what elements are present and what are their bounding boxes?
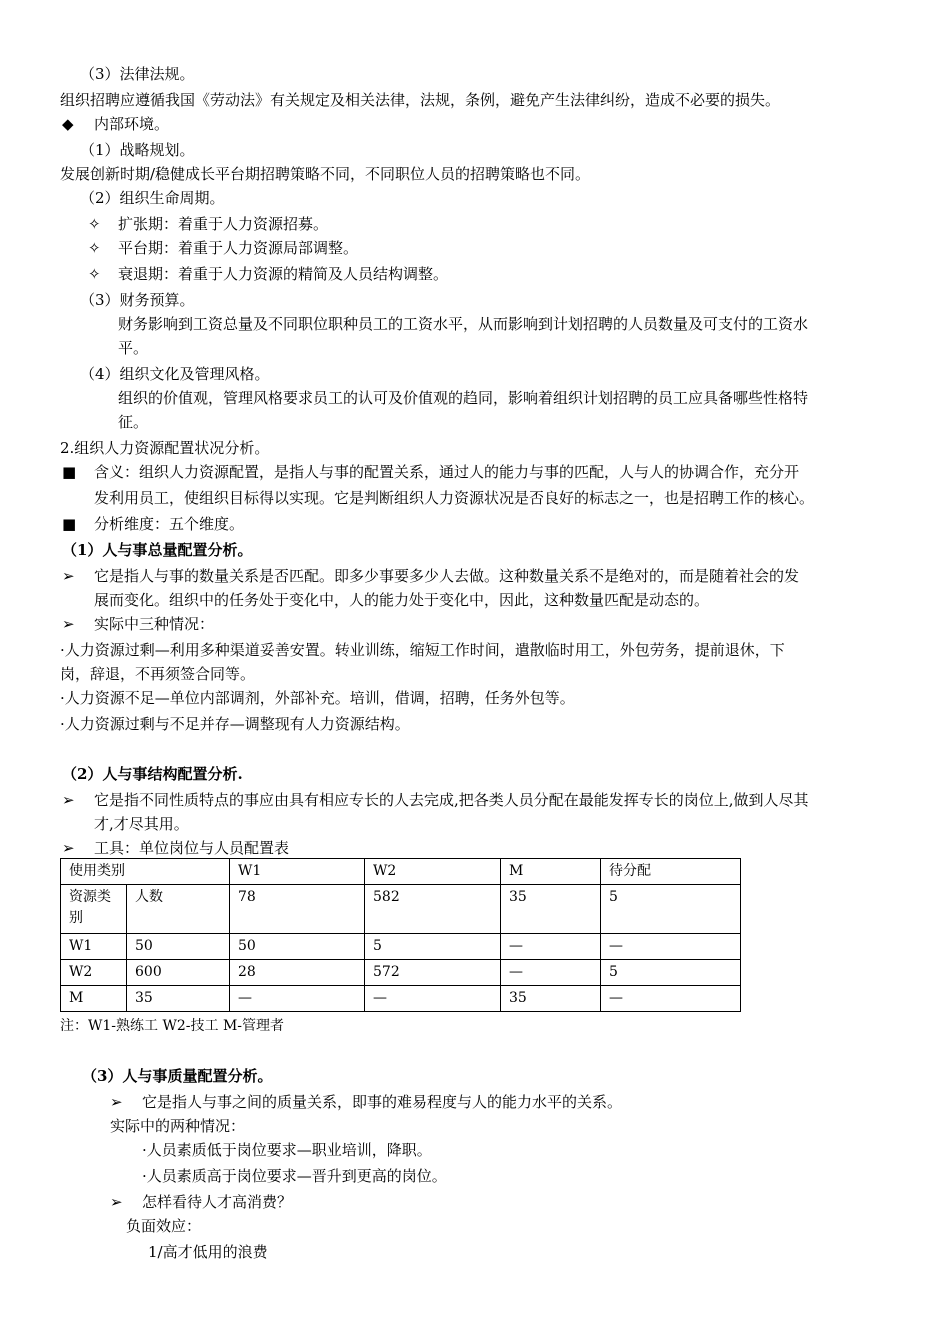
table-cell: 5 [601, 960, 741, 986]
section-heading-2: 2.组织人力资源配置状况分析。 [60, 439, 270, 457]
star-bullet-icon: ✧ [88, 239, 101, 257]
arrow-bullet-icon: ➢ [62, 615, 75, 633]
heading-quality-config: （3）人与事质量配置分析。 [82, 1067, 273, 1085]
case-mixed: ·人力资源过剩与不足并存—调整现有人力资源结构。 [60, 715, 410, 733]
table-cell: M [61, 986, 127, 1012]
paragraph-total-1: 它是指人与事的数量关系是否匹配。即多少事要多少人去做。这种数量关系不是绝对的，而是随着社会的发 [94, 567, 800, 585]
table-cell: 使用类别 [61, 859, 230, 885]
paragraph-tool: 工具：单位岗位与人员配置表 [94, 839, 290, 857]
paragraph-meaning-2: 发利用员工，使组织目标得以实现。它是判断组织人力资源状况是否良好的标志之一，也是招聘工作的核心。 [94, 489, 815, 507]
heading-lifecycle: （2）组织生命周期。 [80, 189, 225, 207]
table-cell: 582 [365, 885, 501, 934]
case-shortage: ·人力资源不足—单位内部调剂，外部补充。培训，借调，招聘，任务外包等。 [60, 689, 575, 707]
table-cell: 5 [601, 885, 741, 934]
table-cell: — [601, 986, 741, 1012]
paragraph-budget-2: 平。 [118, 339, 149, 357]
heading-internal-env: 内部环境。 [94, 115, 170, 133]
paragraph-budget-1: 财务影响到工资总量及不同职位职种员工的工资水平，从而影响到计划招聘的人员数量及可支付的工资水 [118, 315, 809, 333]
table-cell: 50 [127, 934, 230, 960]
table-cell: 600 [127, 960, 230, 986]
table-row [61, 960, 741, 986]
list-item-expansion: 扩张期：着重于人力资源招募。 [118, 215, 329, 233]
heading-budget: （3）财务预算。 [80, 291, 195, 309]
case-surplus-2: 岗，辞退，不再须签合同等。 [60, 665, 256, 683]
heading-culture: （4）组织文化及管理风格。 [80, 365, 270, 383]
paragraph-structure-2: 才,才尽其用。 [94, 815, 189, 833]
case-surplus-1: ·人力资源过剩—利用多种渠道妥善安置。转业训练，缩短工作时间，遣散临时用工，外包劳务，提前退休，下 [60, 641, 785, 659]
list-item-waste: 1/高才低用的浪费 [148, 1243, 268, 1261]
square-bullet-icon: ■ [62, 515, 77, 533]
paragraph-two-cases: 实际中的两种情况： [110, 1117, 246, 1135]
arrow-bullet-icon: ➢ [62, 567, 75, 585]
table-row [61, 859, 741, 885]
star-bullet-icon: ✧ [88, 265, 101, 283]
table-cell: W2 [61, 960, 127, 986]
paragraph-total-2: 展而变化。组织中的任务处于变化中，人的能力处于变化中，因此，这种数量匹配是动态的。 [94, 591, 710, 609]
paragraph-question: 怎样看待人才高消费？ [142, 1193, 293, 1211]
table-note: 注：W1-熟练工 W2-技工 M-管理者 [60, 1018, 285, 1034]
table-cell: 35 [501, 986, 601, 1012]
staffing-table [60, 858, 741, 1012]
table-cell: 待分配 [601, 859, 741, 885]
case-low-quality: ·人员素质低于岗位要求—职业培训，降职。 [142, 1141, 432, 1159]
star-bullet-icon: ✧ [88, 215, 101, 233]
table-cell: 35 [501, 885, 601, 934]
list-item-plateau: 平台期：着重于人力资源局部调整。 [118, 239, 359, 257]
paragraph-strategy: 发展创新时期/稳健成长平台期招聘策略不同，不同职位人员的招聘策略也不同。 [60, 165, 591, 183]
paragraph-culture-2: 征。 [118, 413, 149, 431]
heading-negative-effects: 负面效应： [126, 1217, 202, 1235]
table-cell: 28 [230, 960, 365, 986]
diamond-bullet-icon: ◆ [62, 115, 74, 133]
table-row [61, 885, 741, 934]
table-cell: — [230, 986, 365, 1012]
paragraph-culture-1: 组织的价值观，管理风格要求员工的认可及价值观的趋同，影响着组织计划招聘的员工应具备哪些性格特 [118, 389, 809, 407]
table-cell: 资源类别 [61, 885, 127, 934]
table-cell: 78 [230, 885, 365, 934]
heading-total-config: （1）人与事总量配置分析。 [62, 541, 253, 559]
table-cell: — [601, 934, 741, 960]
table-row [61, 934, 741, 960]
table-cell: W2 [365, 859, 501, 885]
table-cell: 50 [230, 934, 365, 960]
paragraph-meaning-1: 含义：组织人力资源配置，是指人与事的配置关系，通过人的能力与事的匹配，人与人的协调合作，充分开 [94, 463, 800, 481]
arrow-bullet-icon: ➢ [62, 839, 75, 857]
table-cell: M [501, 859, 601, 885]
table-row [61, 986, 741, 1012]
heading-legal: （3）法律法规。 [80, 65, 195, 83]
table-cell: 35 [127, 986, 230, 1012]
table-cell: — [501, 960, 601, 986]
heading-strategy: （1）战略规划。 [80, 141, 195, 159]
table-cell: 572 [365, 960, 501, 986]
table-cell: 5 [365, 934, 501, 960]
table-cell: — [501, 934, 601, 960]
arrow-bullet-icon: ➢ [62, 791, 75, 809]
case-high-quality: ·人员素质高于岗位要求—晋升到更高的岗位。 [142, 1167, 447, 1185]
list-item-decline: 衰退期：着重于人力资源的精简及人员结构调整。 [118, 265, 449, 283]
paragraph-structure-1: 它是指不同性质特点的事应由具有相应专长的人去完成,把各类人员分配在最能发挥专长的岗位上,做到人尽其 [94, 791, 809, 809]
arrow-bullet-icon: ➢ [110, 1193, 123, 1211]
arrow-bullet-icon: ➢ [110, 1093, 123, 1111]
table-cell: W1 [61, 934, 127, 960]
heading-structure-config: （2）人与事结构配置分析. [62, 765, 243, 783]
table-cell: 人数 [127, 885, 230, 934]
table-cell: — [365, 986, 501, 1012]
paragraph-dimensions: 分析维度：五个维度。 [94, 515, 245, 533]
paragraph-legal: 组织招聘应遵循我国《劳动法》有关规定及相关法律，法规，条例，避免产生法律纠纷，造成不必要的损失。 [60, 91, 781, 109]
paragraph-three-cases: 实际中三种情况： [94, 615, 215, 633]
square-bullet-icon: ■ [62, 463, 77, 481]
paragraph-quality: 它是指人与事之间的质量关系，即事的难易程度与人的能力水平的关系。 [142, 1093, 623, 1111]
table-cell: W1 [230, 859, 365, 885]
